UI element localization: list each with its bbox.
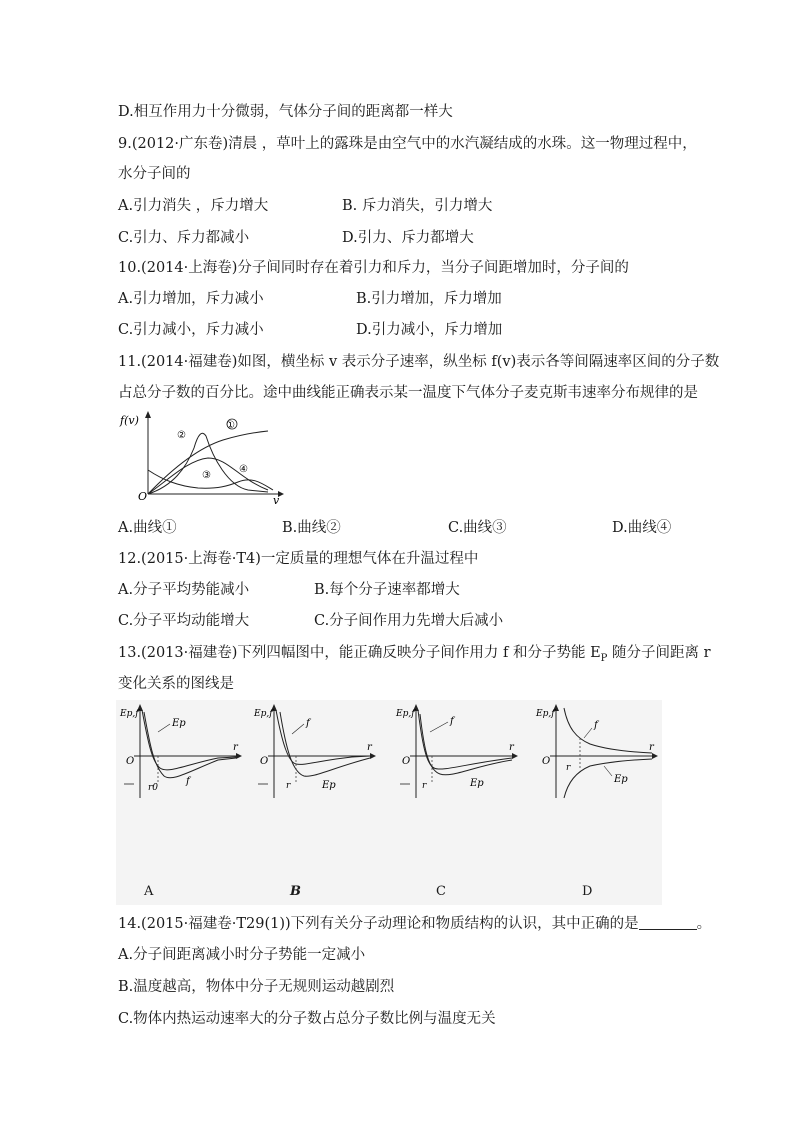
q13-label-d: D — [582, 884, 593, 899]
q13-b-f-label: f — [306, 718, 310, 729]
q9-option-a: A.引力消失 ，斥力增大 — [118, 198, 269, 214]
q12-option-a: A.分子平均势能减小 — [118, 582, 250, 598]
q13-panel-c — [394, 702, 522, 802]
q13-stem-sub: P — [600, 652, 608, 664]
q9-option-c: C.引力、斥力都减小 — [118, 230, 250, 246]
q13-a-f-label: f — [186, 776, 190, 787]
q12-option-b: B.每个分子速率都增大 — [314, 582, 460, 598]
q11-y-arrow — [145, 411, 151, 418]
q13-c-r-label: r — [422, 781, 427, 791]
q8-option-d: D.相互作用力十分微弱，气体分子间的距离都一样大 — [118, 104, 453, 120]
q13-label-a: A — [144, 884, 154, 899]
q11-curve-label-2: ② — [177, 430, 186, 441]
q13-panel-b — [252, 702, 380, 802]
q13-label-c: C — [436, 884, 446, 899]
q11-y-label: f(v) — [120, 414, 139, 427]
q12-stem: 12.(2015·上海卷·T4)一定质量的理想气体在升温过程中 — [118, 551, 479, 567]
q9-option-d: D.引力、斥力都增大 — [342, 230, 474, 246]
q11-curve-2 — [148, 433, 268, 494]
q10-option-d: D.引力减小，斥力增加 — [356, 322, 503, 338]
q13-stem-tail: 随分子间距离 r — [607, 645, 711, 661]
q11-option-a: A.曲线① — [118, 520, 177, 536]
q13-d-ep-label: Ep — [614, 774, 628, 785]
q14-stem-end: 。 — [696, 916, 712, 932]
q11-option-d: D.曲线④ — [612, 520, 672, 536]
q13-a-origin: O — [126, 756, 135, 767]
q13-b-origin: O — [260, 756, 269, 767]
q13-c-origin: O — [402, 756, 411, 767]
q9-stem-line2: 水分子间的 — [118, 166, 191, 182]
q11-option-b: B.曲线② — [282, 520, 341, 536]
q13-panel-d — [534, 702, 662, 802]
q11-curve-label-4: ④ — [239, 464, 248, 475]
q11-curve-label-1: ① — [226, 420, 235, 431]
q14-option-a: A.分子间距离减小时分子势能一定减小 — [118, 947, 366, 963]
q13-d-x-label: r — [649, 742, 654, 753]
q14-option-b: B.温度越高，物体中分子无规则运动越剧烈 — [118, 979, 395, 995]
q13-c-y-label: Ep,f — [396, 709, 415, 719]
q14-option-c: C.物体内热运动速率大的分子数占总分子数比例与温度无关 — [118, 1011, 496, 1027]
q13-a-y-label: Ep,f — [120, 709, 139, 719]
q13-label-b: B — [290, 884, 301, 899]
q11-stem-line1: 11.(2014·福建卷)如图，横坐标 v 表示分子速率，纵坐标 f(v)表示各等间隔速率区间的分子数 — [118, 354, 720, 370]
q13-c-x-label: r — [509, 742, 514, 753]
q13-stem-line2: 变化关系的图线是 — [118, 676, 234, 692]
q14-answer-blank — [639, 915, 697, 930]
q10-stem: 10.(2014·上海卷)分子间同时存在着引力和斥力，当分子间距增加时，分子间的 — [118, 260, 629, 276]
q9-option-b: B. 斥力消失，引力增大 — [342, 198, 493, 214]
q11-speed-distribution-figure — [118, 408, 288, 508]
q13-b-r-label: r — [286, 781, 291, 791]
q14-stem-line — [118, 914, 711, 934]
q12-option-d: C.分子间作用力先增大后减小 — [314, 613, 504, 629]
q11-x-label: v — [273, 494, 280, 507]
q10-option-b: B.引力增加，斥力增加 — [356, 291, 502, 307]
q13-d-origin: O — [542, 756, 551, 767]
q13-b-x-label: r — [367, 742, 372, 753]
q14-stem: 14.(2015·福建卷·T29(1))下列有关分子动理论和物质结构的认识，其中正确的是 — [118, 916, 639, 932]
q9-stem-line1: 9.(2012·广东卷)清晨 ，草叶上的露珠是由空气中的水汽凝结成的水珠。这一物理过程中， — [118, 136, 697, 152]
q13-c-f-label: f — [450, 716, 454, 727]
q13-stem-line1 — [118, 643, 711, 669]
q13-panel-a — [118, 702, 246, 802]
q11-option-c: C.曲线③ — [448, 520, 507, 536]
q11-curve-label-3: ③ — [202, 470, 211, 481]
q13-a-r0-label: r0 — [148, 783, 159, 793]
q12-option-c: C.分子平均动能增大 — [118, 613, 250, 629]
q13-a-x-label: r — [233, 742, 238, 753]
q13-c-ep-label: Ep — [470, 778, 484, 789]
q10-option-a: A.引力增加，斥力减小 — [118, 291, 264, 307]
q11-origin-label: O — [138, 490, 148, 503]
q11-stem-line2: 占总分子数的百分比。途中曲线能正确表示某一温度下气体分子麦克斯韦速率分布规律的是 — [118, 385, 698, 401]
q10-option-c: C.引力减小，斥力减小 — [118, 322, 264, 338]
q13-d-r-label: r — [566, 763, 571, 773]
q13-a-ep-label: Ep — [172, 718, 186, 729]
q13-stem-text: 13.(2013·福建卷)下列四幅图中，能正确反映分子间作用力 f 和分子势能 E — [118, 645, 601, 661]
q13-d-y-label: Ep,f — [536, 709, 555, 719]
q13-b-ep-label: Ep — [322, 780, 336, 791]
q13-d-f-label: f — [594, 720, 598, 731]
q13-b-y-label: Ep,f — [254, 709, 273, 719]
